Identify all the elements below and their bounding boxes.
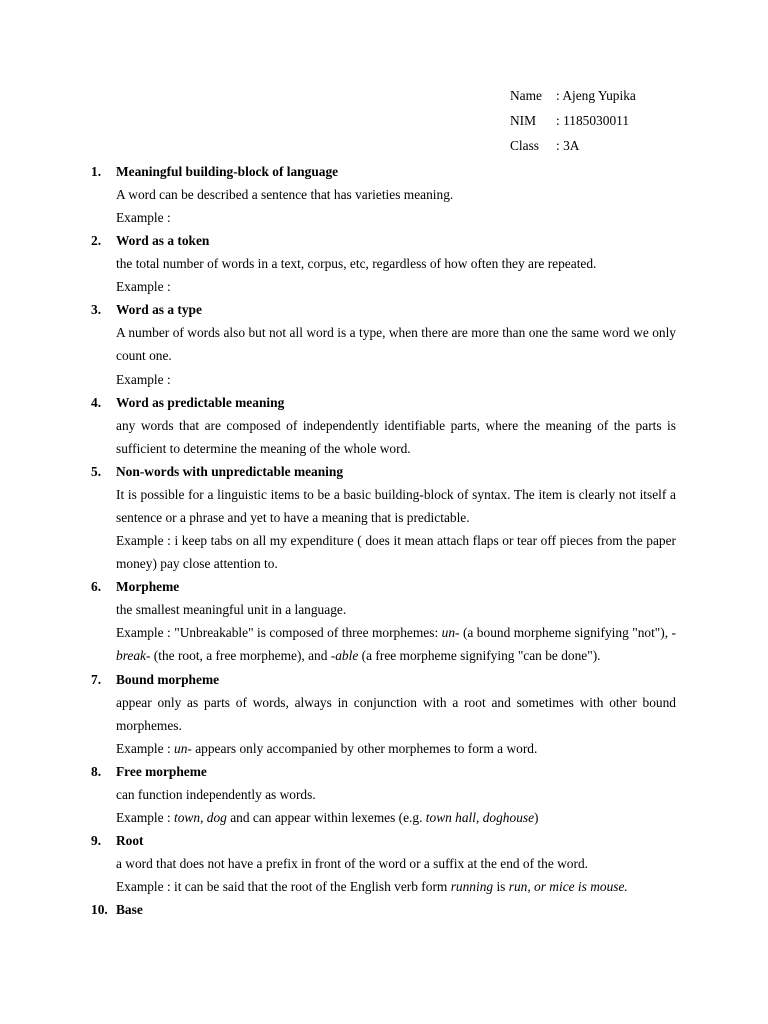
name-value: : Ajeng Yupika [556, 88, 636, 103]
item-heading: Root [116, 832, 144, 848]
text-run: ) [534, 809, 539, 825]
text-run: and can appear within lexemes (e.g. [226, 809, 426, 825]
text-run: Example : "Unbreakable" is composed of three morphemes: [116, 625, 442, 641]
item-heading: Free morpheme [116, 763, 207, 779]
item-paragraph [116, 875, 676, 898]
item-paragraph [116, 483, 676, 529]
text-run: , [200, 809, 207, 825]
italic-term: -break- [116, 625, 676, 664]
text-run: A number of words also but not all word is a type, when there are more than one the same word we only count one. [116, 325, 676, 364]
text-run: Example : [116, 740, 175, 756]
text-run: is [493, 879, 509, 895]
nim-row [510, 111, 636, 136]
text-run: Example : [116, 210, 171, 226]
item-heading: Word as a type [116, 302, 202, 318]
item-heading: Meaningful building-block of language [116, 164, 339, 179]
name-label: Name [510, 88, 542, 103]
text-run: Example : [116, 279, 171, 295]
item-paragraph [116, 275, 676, 298]
text-run: It is possible for a linguistic items to be a basic building-block of syntax. The item is clearly not itself a sentence or a phrase and yet to have a meaning that is predictable. [116, 486, 676, 525]
item-number: 3. [91, 302, 102, 318]
item-paragraph [116, 691, 676, 737]
class-label: Class [510, 138, 540, 153]
text-run: A word can be described a sentence that has varieties meaning. [116, 187, 454, 202]
list-item [91, 460, 676, 575]
list-item [91, 391, 676, 460]
item-number: 5. [91, 463, 102, 479]
text-run: appears only accompanied by other morphemes to form a word. [191, 740, 538, 756]
item-heading: Morpheme [116, 579, 180, 595]
list-item [91, 760, 676, 829]
name-row [510, 86, 636, 111]
text-run: can function independently as words. [116, 786, 316, 802]
list-item [91, 160, 676, 229]
item-number: 7. [91, 671, 102, 687]
item-paragraph [116, 783, 676, 806]
item-number: 2. [91, 233, 102, 249]
item-number: 6. [91, 579, 102, 595]
text-run: , [476, 809, 483, 825]
text-run: (a bound morpheme signifying "not"), [459, 625, 672, 641]
text-run: any words that are composed of independently identifiable parts, where the meaning of the parts is sufficient to determine the meaning of the whole word. [116, 417, 676, 456]
nim-value: : 1185030011 [556, 113, 630, 128]
text-run: (the root, a free morpheme), and [150, 648, 331, 664]
item-paragraph [116, 598, 676, 621]
italic-term: town [174, 809, 201, 825]
text-run: Example : [116, 809, 175, 825]
item-heading: Base [116, 902, 143, 918]
item-number: 9. [91, 832, 102, 848]
item-paragraph [116, 806, 676, 829]
class-value: : 3A [556, 138, 580, 153]
italic-term: run, or mice is mouse. [508, 879, 628, 895]
list-item [91, 298, 676, 390]
item-paragraph [116, 529, 676, 575]
italic-term: doghouse [482, 809, 535, 825]
italic-term: dog [206, 809, 227, 825]
item-paragraph [116, 852, 676, 875]
list-item [91, 575, 676, 667]
text-run: the smallest meaningful unit in a language. [116, 602, 347, 618]
italic-term: town hall [425, 809, 477, 825]
item-paragraph [116, 321, 676, 367]
class-row [510, 136, 636, 161]
list-item [91, 229, 676, 298]
text-run: Example : [116, 371, 171, 387]
item-paragraph [116, 206, 676, 229]
item-heading: Non-words with unpredictable meaning [116, 463, 344, 479]
text-run: Example : i keep tabs on all my expenditure ( does it mean attach flaps or tear off pieces from the paper money) pay close attention to. [116, 533, 676, 572]
list-item [91, 668, 676, 760]
list-item [91, 829, 676, 898]
text-run: a word that does not have a prefix in front of the word or a suffix at the end of the word. [116, 855, 589, 871]
italic-term: -able [330, 648, 359, 664]
text-run: (a free morpheme signifying "can be done"). [358, 648, 601, 664]
item-number: 10. [91, 902, 108, 918]
nim-label: NIM [510, 113, 537, 128]
item-paragraph [116, 737, 676, 760]
italic-term: running [450, 879, 494, 895]
italic-term: un- [174, 740, 192, 756]
italic-term: un- [441, 625, 460, 641]
text-run: Example : it can be said that the root of the English verb form [116, 879, 451, 895]
student-info-block [510, 86, 636, 161]
item-heading: Bound morpheme [116, 671, 220, 687]
text-run: appear only as parts of words, always in conjunction with a root and sometimes with other bound morphemes. [116, 694, 676, 733]
text-run: the total number of words in a text, corpus, etc, regardless of how often they are repeated. [116, 256, 597, 272]
item-heading: Word as predictable meaning [116, 394, 285, 410]
list-item [91, 898, 676, 921]
item-number: 1. [91, 164, 102, 179]
item-paragraph [116, 252, 676, 275]
item-paragraph [116, 368, 676, 391]
item-paragraph [116, 621, 676, 667]
item-number: 8. [91, 763, 102, 779]
item-paragraph [116, 414, 676, 460]
item-paragraph [116, 183, 676, 206]
definition-list [91, 160, 676, 921]
item-number: 4. [91, 394, 102, 410]
item-heading: Word as a token [116, 233, 210, 249]
